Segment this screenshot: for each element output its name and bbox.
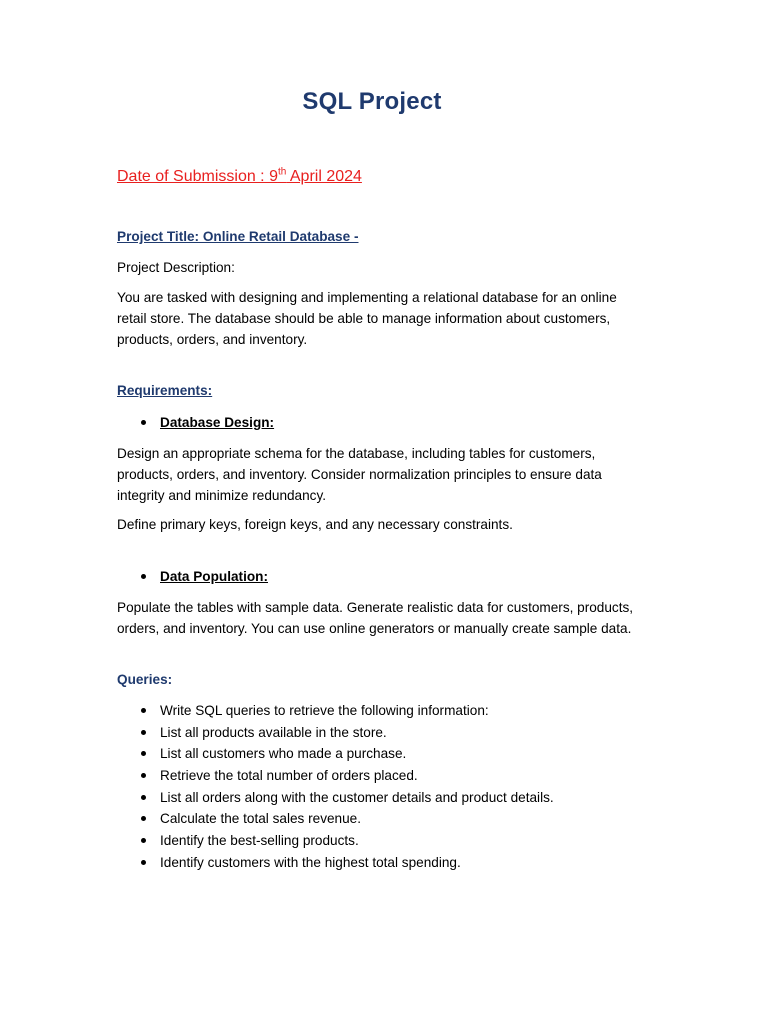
requirements-heading: Requirements: [117, 383, 213, 398]
list-item [117, 700, 677, 722]
database-design-paragraph-2: Define primary keys, foreign keys, and any necessary constraints. [117, 517, 513, 532]
queries-heading: Queries: [117, 672, 173, 687]
list-item [117, 722, 677, 744]
submission-date-label: Date of Submission : 9 [117, 168, 278, 185]
list-item-text: List all products available in the store. [160, 724, 387, 740]
list-item [117, 852, 677, 874]
bullet-icon [141, 773, 146, 778]
bullet-icon [141, 708, 146, 713]
data-population-heading: Data Population: [160, 569, 268, 584]
queries-list [117, 700, 677, 874]
submission-date [117, 168, 362, 186]
bullet-icon [141, 751, 146, 756]
bullet-icon [141, 574, 146, 579]
bullet-icon [141, 420, 146, 425]
list-item-text: Write SQL queries to retrieve the following information: [160, 703, 489, 718]
bullet-icon [141, 860, 146, 865]
bullet-icon [141, 838, 146, 843]
list-item [117, 743, 677, 765]
bullet-icon [141, 816, 146, 821]
list-item-text: Calculate the total sales revenue. [160, 811, 362, 827]
bullet-icon [141, 795, 146, 800]
page-title: SQL Project [302, 88, 442, 115]
submission-date-rest: April 2024 [286, 168, 362, 185]
database-design-heading: Database Design: [160, 415, 275, 430]
list-item-text: Identify the best-selling products. [160, 833, 359, 849]
project-title: Project Title: Online Retail Database - [117, 229, 359, 244]
database-design-paragraph-1: Design an appropriate schema for the database, including tables for customers, products, orders, and inventory. Consider normalization principles to ensure data integrity and minimize redundancy. [117, 446, 602, 503]
project-description: You are tasked with designing and implementing a relational database for an online retail store. The database should be able to manage information about customers, products, orders, and inventory. [117, 290, 617, 347]
list-item [117, 787, 677, 809]
project-description-label: Project Description: [117, 260, 235, 275]
bullet-icon [141, 730, 146, 735]
submission-date-suffix: th [277, 166, 287, 178]
list-item-text: List all orders along with the customer details and product details. [160, 789, 554, 805]
list-item [117, 808, 677, 830]
list-item-text: List all customers who made a purchase. [160, 746, 407, 762]
list-item-text: Retrieve the total number of orders placed. [160, 768, 418, 784]
list-item [117, 765, 677, 787]
data-population-paragraph: Populate the tables with sample data. Generate realistic data for customers, products, orders, and inventory. You can use online generators or manually create sample data. [117, 600, 634, 636]
list-item [117, 830, 677, 852]
list-item-text: Identify customers with the highest total spending. [160, 854, 461, 870]
